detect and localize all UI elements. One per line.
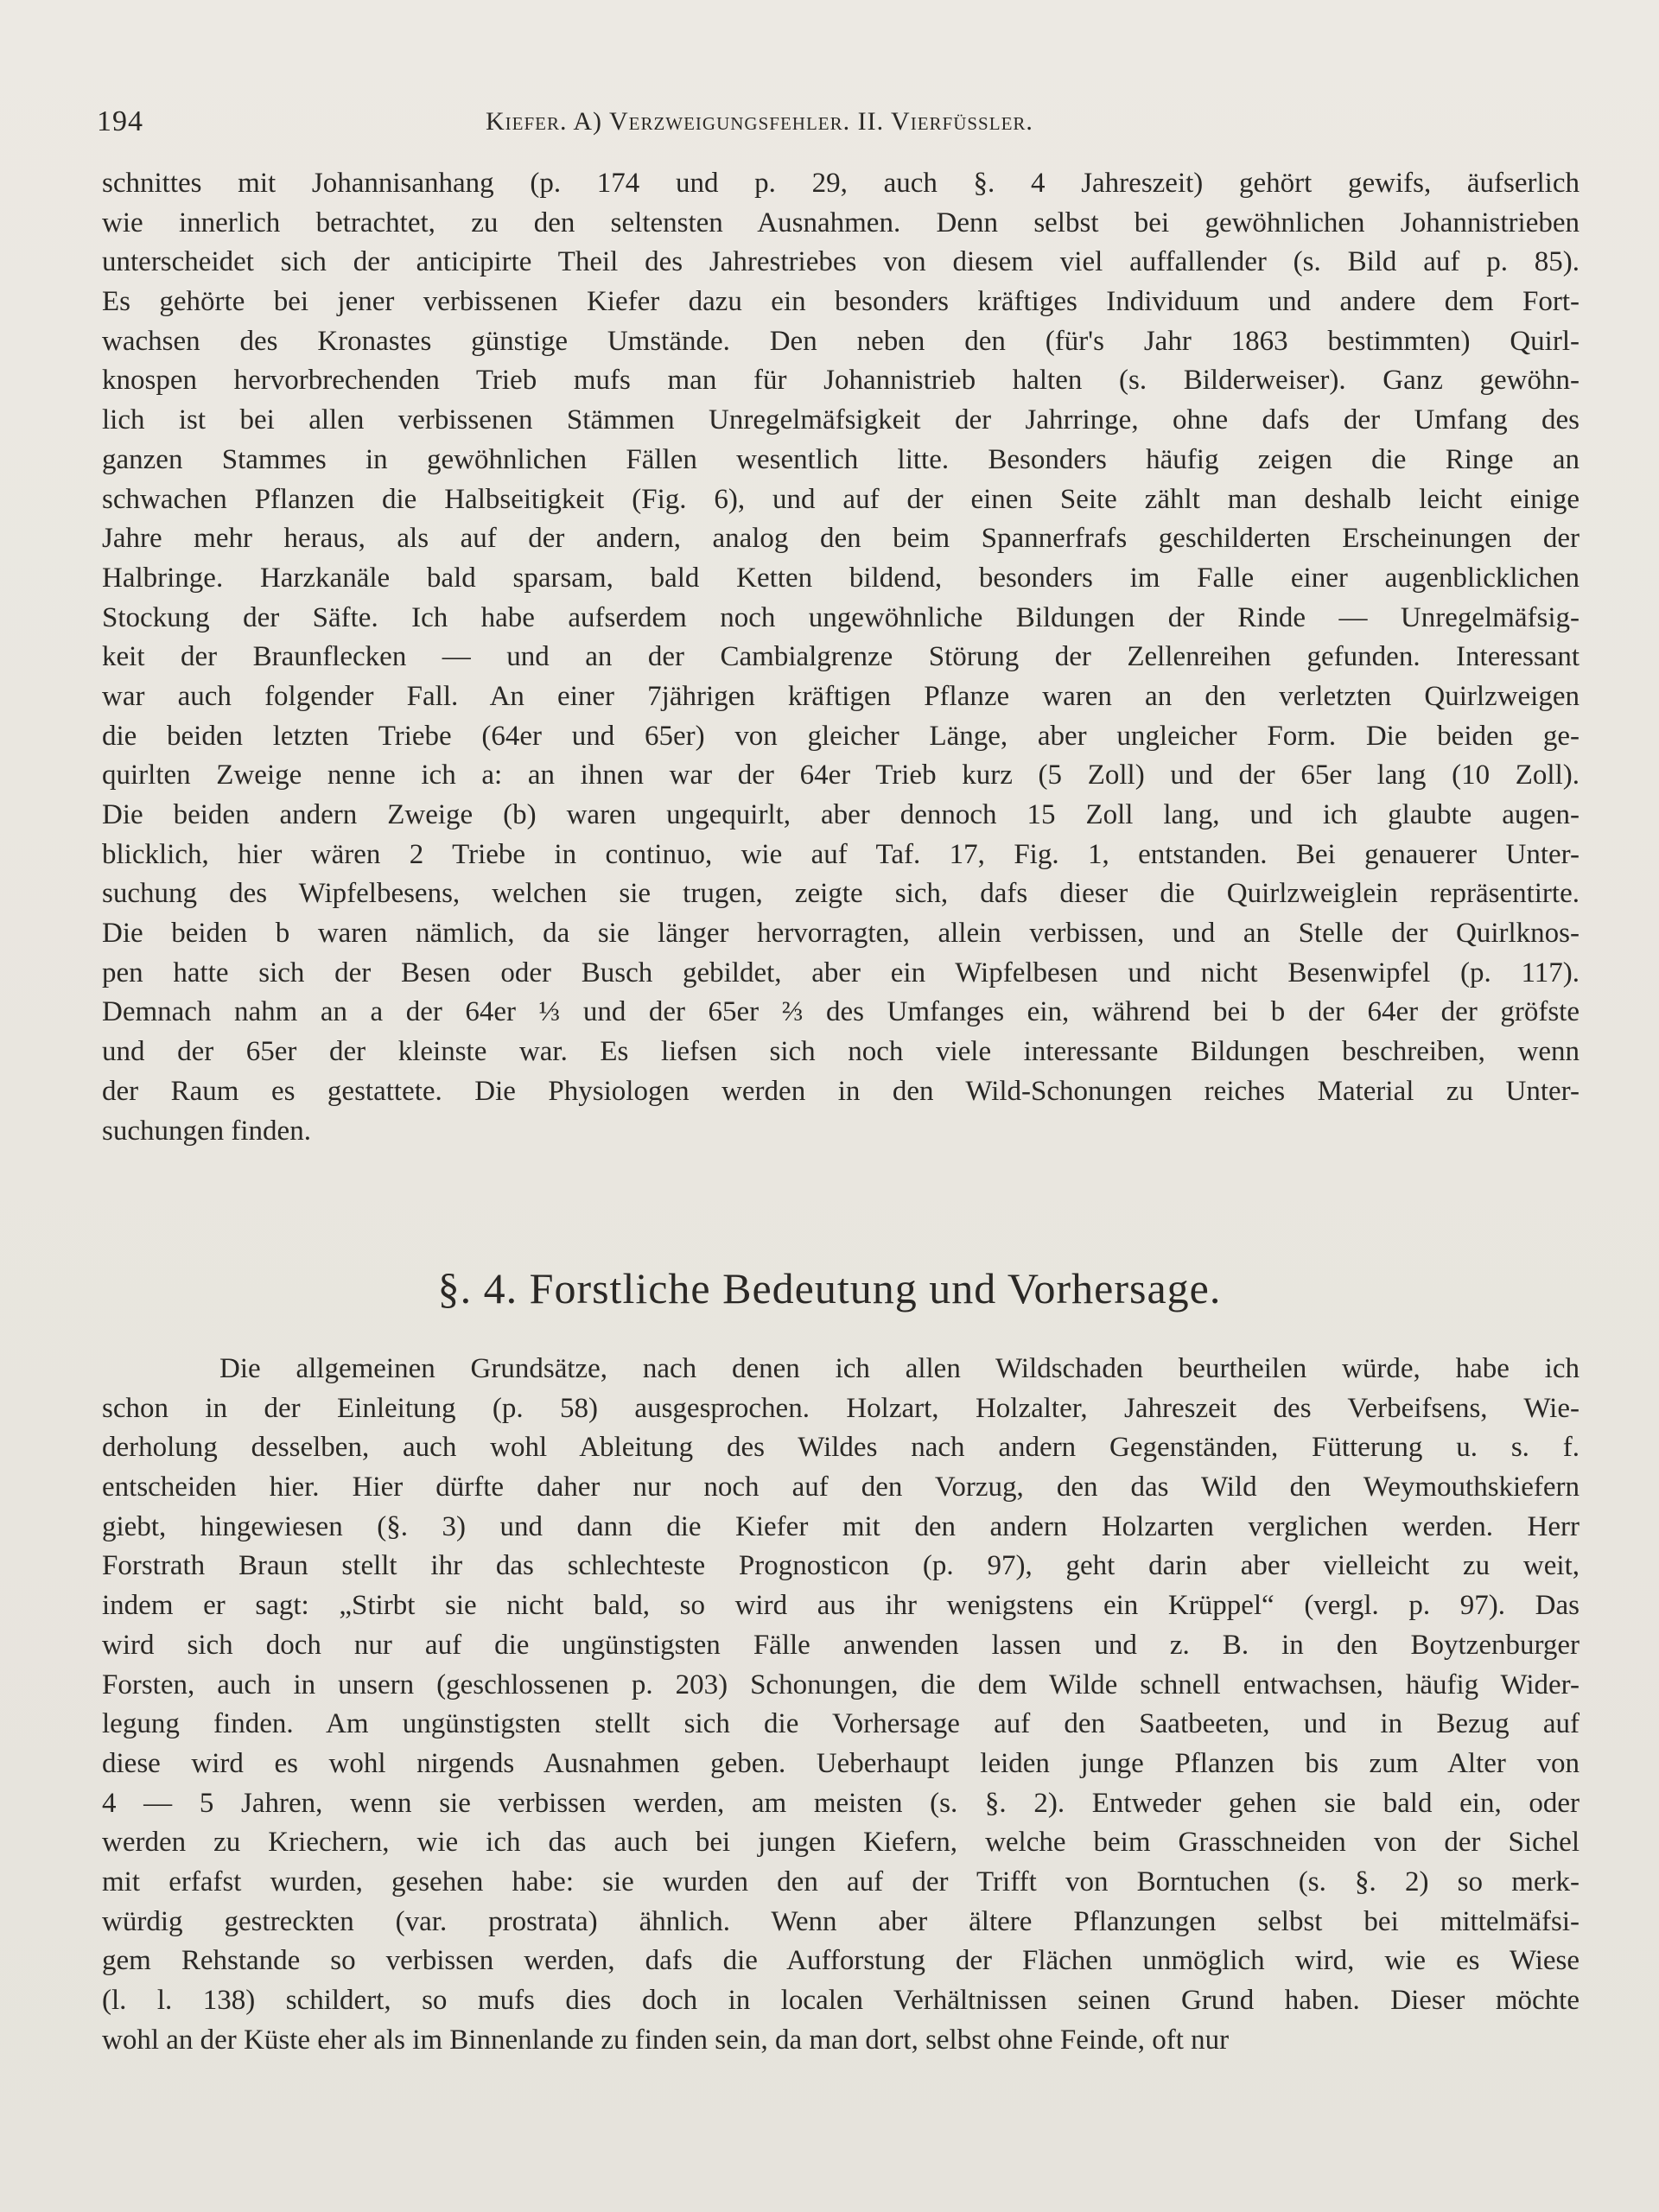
- paragraph-2: [102, 1350, 1580, 2060]
- text-line: lich ist bei allen verbissenen Stämmen Unregelmäfsigkeit der Jahrringe, ohne dafs der Umfang des: [102, 404, 1580, 436]
- text-line: schon in der Einleitung (p. 58) ausgesprochen. Holzart, Holzalter, Jahreszeit des Verbeifsens, Wie-: [102, 1392, 1580, 1424]
- text-line: suchung des Wipfelbesens, welchen sie trugen, zeigte sich, dafs dieser die Quirlzweiglein repräsentirte.: [102, 878, 1580, 910]
- text-line: schwachen Pflanzen die Halbseitigkeit (Fig. 6), und auf der einen Seite zählt man deshalb leicht einige: [102, 483, 1580, 515]
- running-head-title: Kiefer. A) Verzweigungsfehler. II. Vierfüssler.: [486, 107, 1033, 136]
- text-line: pen hatte sich der Besen oder Busch gebildet, aber ein Wipfelbesen und nicht Besenwipfel (p. 117).: [102, 957, 1580, 988]
- text-line: keit der Braunflecken — und an der Cambialgrenze Störung der Zellenreihen gefunden. Interessant: [102, 641, 1580, 673]
- text-line: wie innerlich betrachtet, zu den seltensten Ausnahmen. Denn selbst bei gewöhnlichen Johannistrieben: [102, 207, 1580, 238]
- text-line: Stockung der Säfte. Ich habe aufserdem noch ungewöhnliche Bildungen der Rinde — Unregelmäfsig-: [102, 601, 1580, 633]
- text-line: legung finden. Am ungünstigsten stellt sich die Vorhersage auf den Saatbeeten, und in Bezug auf: [102, 1708, 1580, 1740]
- text-line: Die beiden andern Zweige (b) waren ungequirlt, aber dennoch 15 Zoll lang, und ich glaubte augen-: [102, 799, 1580, 830]
- text-line: die beiden letzten Triebe (64er und 65er) von gleicher Länge, aber ungleicher Form. Die beiden ge-: [102, 720, 1580, 752]
- text-line: war auch folgender Fall. An einer 7jährigen kräftigen Pflanze waren an den verletzten Quirlzweigen: [102, 680, 1580, 712]
- text-line: blicklich, hier wären 2 Triebe in continuo, wie auf Taf. 17, Fig. 1, entstanden. Bei genauerer Unter-: [102, 838, 1580, 870]
- page-number: 194: [97, 105, 143, 137]
- text-line: indem er sagt: „Stirbt sie nicht bald, so wird aus ihr wenigstens ein Krüppel“ (vergl. p. 97). Das: [102, 1590, 1580, 1622]
- text-line: schnittes mit Johannisanhang (p. 174 und p. 29, auch §. 4 Jahreszeit) gehört gewifs, äufserlich: [102, 168, 1580, 199]
- text-line: knospen hervorbrechenden Trieb mufs man für Johannistrieb halten (s. Bilderweiser). Ganz gewöhn-: [102, 365, 1580, 397]
- text-line: suchungen finden.: [102, 1115, 311, 1147]
- text-line: giebt, hingewiesen (§. 3) und dann die Kiefer mit den andern Holzarten verglichen werden. Herr: [102, 1510, 1580, 1542]
- text-line: Die allgemeinen Grundsätze, nach denen ich allen Wildschaden beurtheilen würde, habe ich: [219, 1353, 1580, 1384]
- text-line: entscheiden hier. Hier dürfte daher nur noch auf den Vorzug, den das Wild den Weymouthskiefern: [102, 1471, 1580, 1503]
- text-line: derholung desselben, auch wohl Ableitung des Wildes nach andern Gegenständen, Fütterung u. s. f.: [102, 1432, 1580, 1464]
- text-line: Demnach nahm an a der 64er ⅓ und der 65er ⅔ des Umfanges ein, während bei b der 64er der gröfste: [102, 996, 1580, 1028]
- text-line: (l. l. 138) schildert, so mufs dies doch in localen Verhältnissen seinen Grund haben. Dieser möchte: [102, 1985, 1580, 2016]
- text-line: Es gehörte bei jener verbissenen Kiefer dazu ein besonders kräftiges Individuum und andere dem Fort-: [102, 286, 1580, 318]
- running-head: [97, 102, 1583, 145]
- text-line: Halbringe. Harzkanäle bald sparsam, bald Ketten bildend, besonders im Falle einer augenblicklichen: [102, 562, 1580, 594]
- text-line: wachsen des Kronastes günstige Umstände. Den neben den (für's Jahr 1863 bestimmten) Quirl-: [102, 325, 1580, 357]
- text-line: wird sich doch nur auf die ungünstigsten Fälle anwenden lassen und z. B. in den Boytzenburger: [102, 1629, 1580, 1661]
- text-line: diese wird es wohl nirgends Ausnahmen geben. Ueberhaupt leiden junge Pflanzen bis zum Alter von: [102, 1747, 1580, 1779]
- paragraph-1: [102, 164, 1580, 1151]
- text-line: Forstrath Braun stellt ihr das schlechteste Prognosticon (p. 97), geht darin aber vielleicht zu weit,: [102, 1550, 1580, 1582]
- text-line: werden zu Kriechern, wie ich das auch bei jungen Kiefern, welche beim Grasschneiden von der Sichel: [102, 1827, 1580, 1859]
- text-line: Forsten, auch in unsern (geschlossenen p. 203) Schonungen, die dem Wilde schnell entwachsen, häufig Wider-: [102, 1669, 1580, 1700]
- text-line: mit erfafst wurden, gesehen habe: sie wurden den auf der Trifft von Borntuchen (s. §. 2) so merk-: [102, 1866, 1580, 1897]
- text-line: Die beiden b waren nämlich, da sie länger hervorragten, allein verbissen, und an Stelle der Quirlknos-: [102, 918, 1580, 950]
- text-line: unterscheidet sich der anticipirte Theil des Jahrestriebes von diesem viel auffallender (s. Bild auf p. 85).: [102, 246, 1580, 278]
- text-line: quirlten Zweige nenne ich a: an ihnen war der 64er Trieb kurz (5 Zoll) und der 65er lang (10 Zoll).: [102, 760, 1580, 791]
- text-line: Jahre mehr heraus, als auf der andern, analog den beim Spannerfrafs geschilderten Erscheinungen der: [102, 523, 1580, 555]
- text-line: wohl an der Küste eher als im Binnenlande zu finden sein, da man dort, selbst ohne Feinde, oft nur: [102, 2024, 1230, 2056]
- section-heading: §. 4. Forstliche Bedeutung und Vorhersage.: [437, 1264, 1222, 1313]
- text-line: 4 — 5 Jahren, wenn sie verbissen werden, am meisten (s. §. 2). Entweder gehen sie bald ein, oder: [102, 1787, 1580, 1819]
- text-line: und der 65er der kleinste war. Es liefsen sich noch viele interessante Bildungen beschreiben, wenn: [102, 1036, 1580, 1068]
- text-line: würdig gestreckten (var. prostrata) ähnlich. Wenn aber ältere Pflanzungen selbst bei mittelmäfsi-: [102, 1905, 1580, 1937]
- text-line: ganzen Stammes in gewöhnlichen Fällen wesentlich litte. Besonders häufig zeigen die Ringe an: [102, 443, 1580, 475]
- text-line: der Raum es gestattete. Die Physiologen werden in den Wild-Schonungen reiches Material zu Unter-: [102, 1075, 1580, 1107]
- text-line: gem Rehstande so verbissen werden, dafs die Aufforstung der Flächen unmöglich wird, wie es Wiese: [102, 1945, 1580, 1977]
